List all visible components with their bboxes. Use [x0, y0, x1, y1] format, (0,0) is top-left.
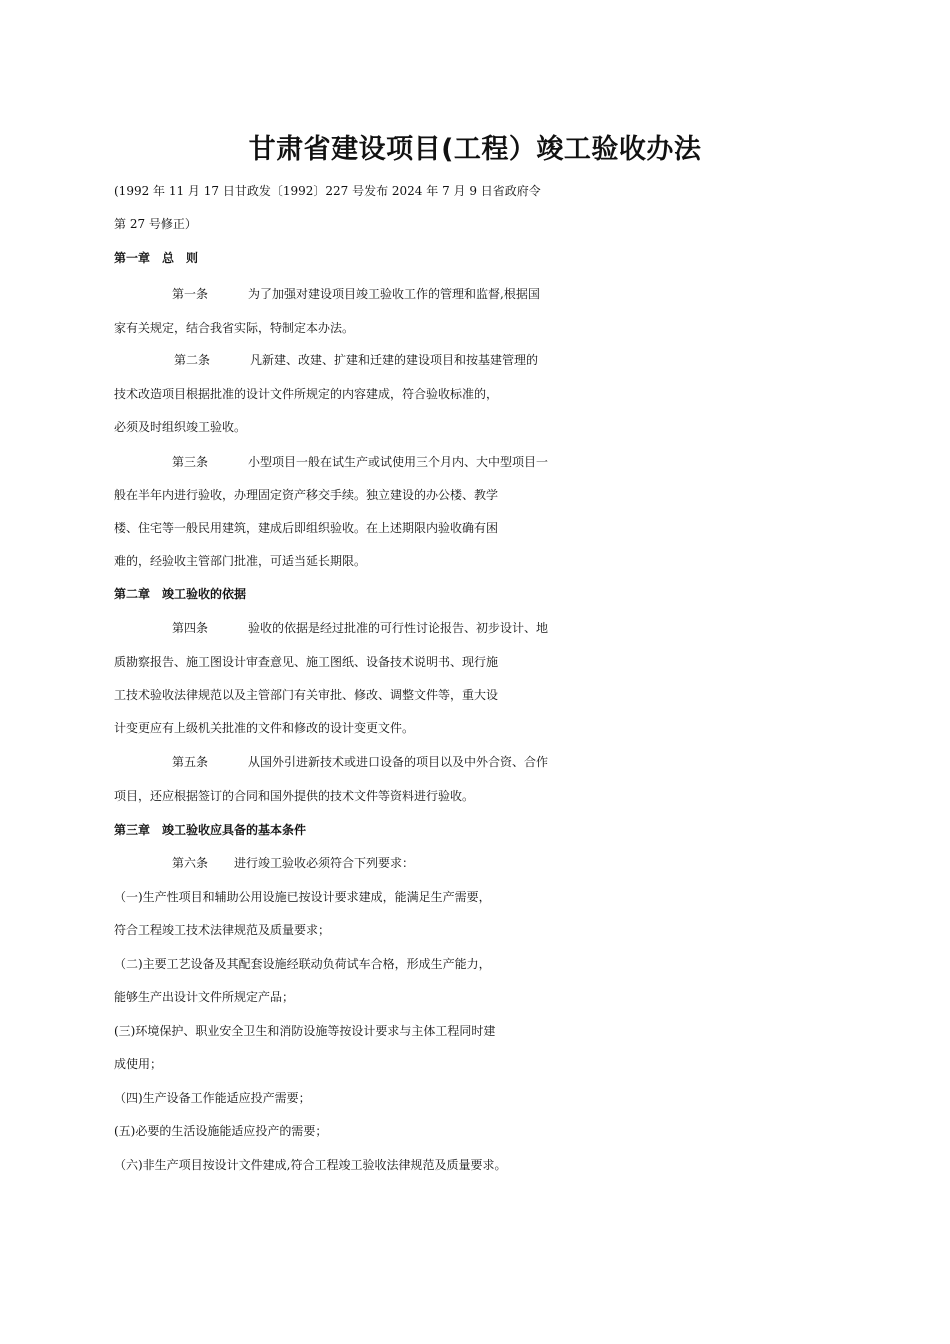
item-3-line-2: 成使用；: [114, 1057, 163, 1071]
chapter-1-heading: 第一章 总 则: [114, 251, 199, 265]
article-4-line-4: 计变更应有上级机关批准的文件和修改的设计变更文件。: [114, 721, 415, 735]
item-5-line-1: (五)必要的生活设施能适应投产的需要；: [114, 1124, 328, 1138]
item-4-line-1: （四)生产设备工作能适应投产需要；: [114, 1091, 311, 1105]
document-title: 甘肃省建设项目(工程）竣工验收办法: [248, 134, 702, 165]
article-4-line-2: 质勘察报告、施工图设计审查意见、施工图纸、设备技术说明书、现行施: [114, 655, 499, 669]
chapter-3-heading: 第三章 竣工验收应具备的基本条件: [114, 823, 307, 837]
item-2-line-2: 能够生产出设计文件所规定产品；: [114, 990, 295, 1004]
article-4-line-3: 工技术验收法律规范以及主管部门有关审批、修改、调整文件等，重大设: [114, 688, 499, 702]
item-6-line-1: （六)非生产项目按设计文件建成,符合工程竣工验收法律规范及质量要求。: [114, 1158, 507, 1172]
article-1-line-1: 第一条 为了加强对建设项目竣工验收工作的管理和监督,根据国: [172, 287, 540, 301]
article-5-label: 第五条: [172, 755, 209, 769]
item-1-line-1: （一)生产性项目和辅助公用设施已按设计要求建成，能满足生产需要，: [114, 890, 491, 904]
article-3-line-2: 般在半年内进行验收，办理固定资产移交手续。独立建设的办公楼、教学: [114, 488, 499, 502]
item-2-line-1: （二)主要工艺设备及其配套设施经联动负荷试车合格，形成生产能力，: [114, 957, 491, 971]
article-3-line-3: 楼、住宅等一般民用建筑，建成后即组织验收。在上述期限内验收确有困: [114, 521, 499, 535]
item-3-line-1: (三)环境保护、职业安全卫生和消防设施等按设计要求与主体工程同时建: [114, 1024, 496, 1038]
article-6-line-1: 第六条 进行竣工验收必须符合下列要求：: [172, 856, 415, 870]
article-2-line-1: 第二条 凡新建、改建、扩建和迁建的建设项目和按基建管理的: [174, 353, 539, 367]
article-3-line-1: 第三条 小型项目一般在试生产或试使用三个月内、大中型项目一: [172, 455, 549, 469]
article-5-line-1: 第五条 从国外引进新技术或进口设备的项目以及中外合资、合作: [172, 755, 549, 769]
article-2-line-2: 技术改造项目根据批准的设计文件所规定的内容建成，符合验收标准的，: [114, 387, 499, 401]
article-1-label: 第一条: [172, 287, 209, 301]
article-5-line-2: 项目，还应根据签订的合同和国外提供的技术文件等资料进行验收。: [114, 789, 475, 803]
source-note-line-1: (1992 年 11 月 17 日甘政发〔1992〕227 号发布 2024 年 7 月 9 日省政府令: [114, 184, 541, 198]
article-4-label: 第四条: [172, 621, 209, 635]
article-3-label: 第三条: [172, 455, 209, 469]
article-2-label: 第二条: [174, 353, 211, 367]
chapter-2-heading: 第二章 竣工验收的依据: [114, 587, 247, 601]
article-4-line-1: 第四条 验收的依据是经过批准的可行性讨论报告、初步设计、地: [172, 621, 549, 635]
article-2-line-3: 必须及时组织竣工验收。: [114, 420, 247, 434]
source-note-line-2: 第 27 号修正）: [114, 217, 197, 231]
item-1-line-2: 符合工程竣工技术法律规范及质量要求；: [114, 923, 331, 937]
article-1-line-2: 家有关规定，结合我省实际，特制定本办法。: [114, 321, 355, 335]
article-3-line-4: 难的，经验收主管部门批准，可适当延长期限。: [114, 554, 367, 568]
article-6-label: 第六条: [172, 856, 209, 870]
